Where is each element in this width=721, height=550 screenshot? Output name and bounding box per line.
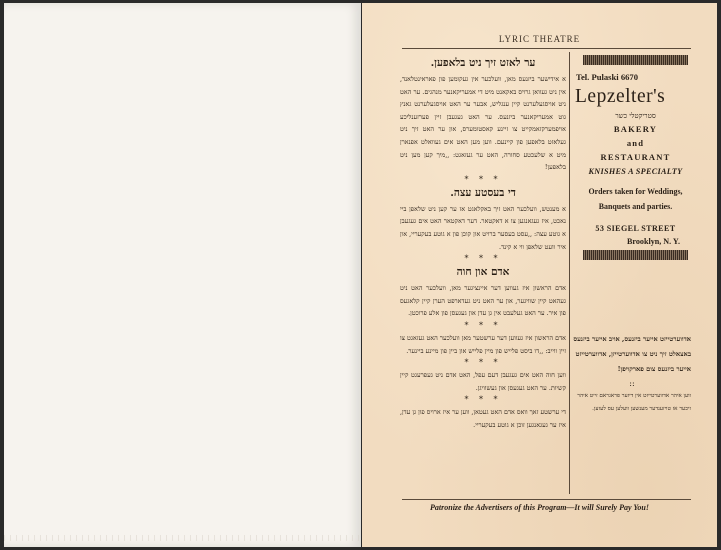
section-heading: ער לאזט זיך ניט בלאפען. bbox=[430, 57, 536, 69]
separator-stars: * * * bbox=[464, 395, 502, 405]
ad-brand-name: Lepzelter's bbox=[575, 86, 666, 107]
separator-stars: * * * bbox=[464, 358, 502, 368]
footer-rule bbox=[402, 499, 691, 500]
blank-left-page bbox=[4, 3, 361, 547]
separator-stars: * * * bbox=[464, 174, 502, 184]
ad-bakery: BAKERY bbox=[613, 124, 658, 134]
section-body: א מענטש, וועלכער האט זיך באקלאגט אז ער קען ניט שלאפן ביי נאכט, איז געגאנגען צו א דאקטאר. דער דאקטאר האט אים געגעבן א גוטע עצה: ,,עסט בעסער ברויט און קוכן פון א גוטע בעקעריי, און איר וועט שלאפן ווי א קינד. bbox=[400, 204, 566, 251]
decorative-bar bbox=[583, 55, 688, 65]
section-paragraph: אדם הראשון איז געווען דער איינציגער מאן, וועלכער האט ניט געהאט קיין שוויגער, און ער האט ניט געדארפט הערן קיין קלאגעס פון איר. ער האט געלעבט אין גן עדן און געגעסן פון אלע פרוכטן. bbox=[400, 284, 566, 318]
advertise-notice bbox=[573, 332, 691, 415]
header-rule bbox=[402, 48, 691, 49]
ad-specialty: KNISHES A SPECIALTY bbox=[588, 167, 683, 176]
decorative-bar bbox=[583, 250, 688, 260]
bakery-advertisement bbox=[573, 55, 698, 260]
column-divider bbox=[569, 52, 570, 494]
ad-kosher-line: סטריקטלי כשר bbox=[615, 112, 656, 120]
section-paragraph: אדם הראשון איז געווען דער ערשטער מאן וועלכער האט געזאגט צו זיין ווייב: ,,דו ביסט פלייש פון מיין פלייש און ביין פון מיינע ביינער. bbox=[400, 333, 566, 355]
ad-restaurant: RESTAURANT bbox=[600, 152, 671, 162]
footer-slogan: Patronize the Advertisers of this Program—It will Surely Pay You! bbox=[430, 503, 649, 512]
ad-city: Brooklyn, N. Y. bbox=[627, 237, 680, 246]
ad-telephone: Tel. Pulaski 6670 bbox=[576, 72, 639, 82]
program-page bbox=[362, 3, 717, 547]
section-heading: די בעסטע עצה. bbox=[450, 186, 516, 199]
section-paragraph: די ערשטע זאך וואס אדם האט געטאן, ווען ער איז ארויס פון גן עדן, איז ער געגאנגען זוכן א גוטע בעקעריי. bbox=[400, 408, 566, 429]
advertise-notice-main: אדווערטייזט אייער ביזנעס, אויב אייער ביזנעס באצאלט זיך ניט צו אדווערטייזן, אדווערטייזט אייער ביזנעס צום פארקויפן! bbox=[573, 335, 691, 373]
running-head: LYRIC THEATRE bbox=[498, 34, 581, 44]
advertise-notice-sub: ווען איהר אדווערטייזט אין דיזער פראגראם זייט איהר זיכער אז טויזענדער מענשען וועלען עס לעזען. bbox=[577, 393, 691, 412]
ad-and: and bbox=[626, 138, 645, 148]
page-edge-texture bbox=[4, 535, 361, 541]
section-heading: אדם און חוה bbox=[456, 266, 510, 279]
ad-orders: Orders taken for Weddings, Banquets and parties. bbox=[588, 187, 683, 211]
advertise-notice-separator: :: bbox=[629, 379, 635, 388]
yiddish-column bbox=[400, 55, 566, 431]
section-body: א אידישער ביזנעס מאן, וועלכער אין געקומען פון פאראינטלאנד, אין ניט געוואן גרויס באקאנט מיט די אמעריקאנער מנהגים. ער האט ניט אויסגעלערנט קיין ענגליש, אבער ער האט אויסגעלערנט גאנץ גוט אמעריקאנער ביזנעס. ער האט געגעבן זיין פערזענליכע אויפמערקזאמקייט צו זיינע קאסטומערס, און ער האט זיך ניט געלאזט בלאפען פון קיינעם. ווען מען האט אים געוואלט אפנארן מיט א שלעכטע סחורה, האט ער געזאגט: ,,מיך קען מען ניט בלאפען! bbox=[400, 75, 566, 172]
separator-stars: * * * bbox=[464, 254, 502, 264]
separator-stars: * * * bbox=[464, 320, 502, 330]
section-paragraph: ווען חוה האט אים געגעבן דעם עפל, האט אדם ניט געפרעגט קיין קשיות. ער האט געגעסן און געשוויגן. bbox=[400, 371, 566, 392]
ad-address: 53 SIEGEL STREET bbox=[595, 224, 676, 233]
